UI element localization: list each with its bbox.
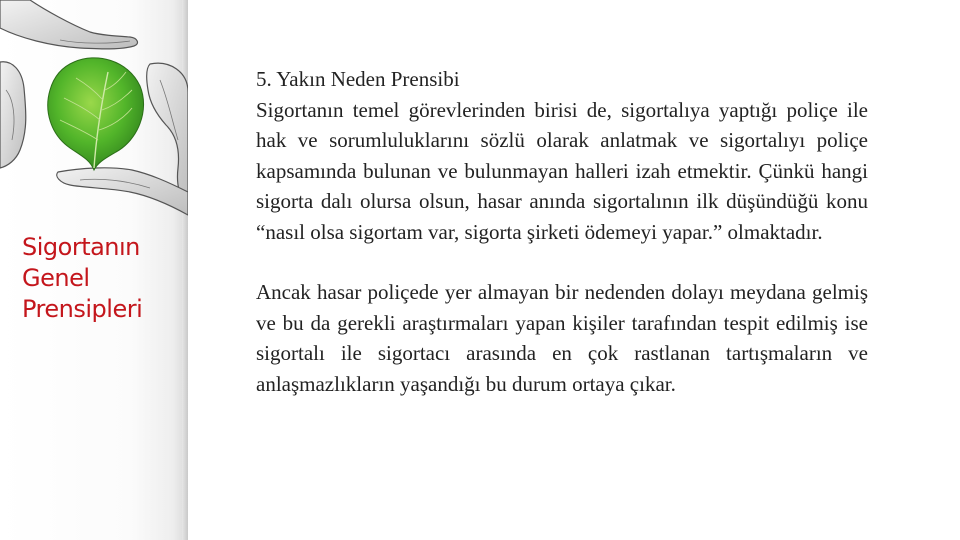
main-content [256,64,868,399]
sidebar-title [22,232,182,325]
section-heading: 5. Yakın Neden Prensibi [256,67,460,91]
left-hand-icon [0,62,26,168]
paragraph-2: Ancak hasar poliçede yer almayan bir nedenden dolayı meydana gelmiş ve bu da gerekli araştırmaları yapan kişiler tarafından tespit edilmiş ise sigortalı ile sigortacı arasında en çok rastlanan tartışmaların ve anlaşmazlıkların yaşandığı bu durum ortaya çıkar. [256,280,868,396]
sidebar-title-line-3: Prensipleri [22,295,143,323]
sidebar [0,0,188,540]
leaf-icon [48,58,144,170]
sidebar-title-line-1: Sigortanın [22,233,140,261]
top-hand-icon [0,0,137,49]
paragraph-1: Sigortanın temel görevlerinden birisi de, sigortalıya yaptığı poliçe ile hak ve sorumluluklarını sözlü olarak anlatmak ve sigortalıyı poliçe kapsamında bulunan ve bulunmayan halleri izah etmektir. Çünkü hangi sigorta dalı olursa olsun, hasar anında sigortalının ilk düşündüğü konu “nasıl olsa sigortam var, sigorta şirketi ödemeyi yapar.” olmaktadır. [256,97,868,244]
sidebar-title-line-2: Genel [22,264,90,292]
hands-leaf-image [0,0,188,230]
bottom-hand-icon [57,168,188,215]
